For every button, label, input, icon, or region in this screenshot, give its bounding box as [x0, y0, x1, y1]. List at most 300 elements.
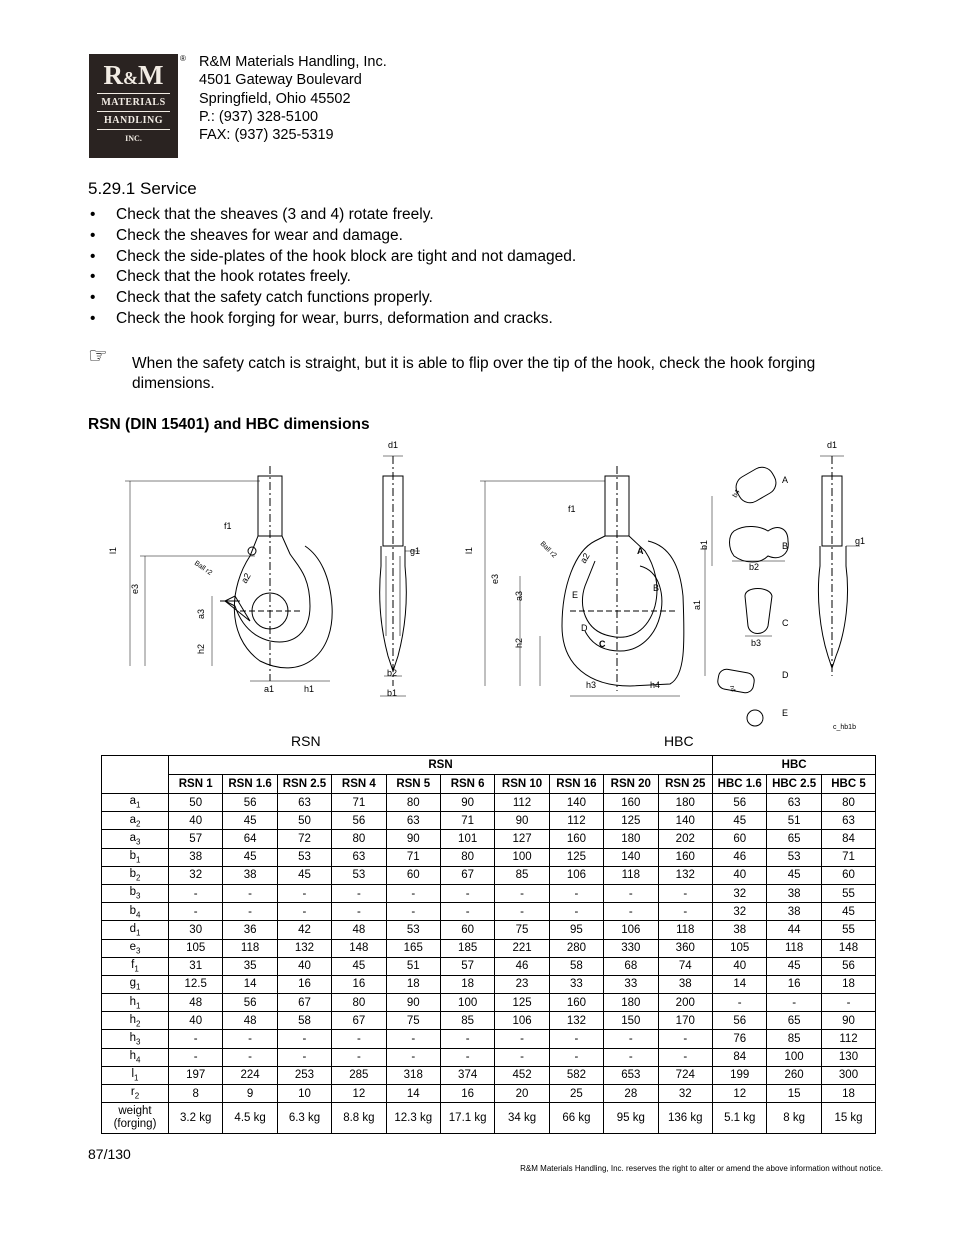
table-cell: 36	[223, 921, 277, 939]
table-cell: -	[223, 884, 277, 902]
table-cell: 140	[549, 794, 603, 812]
table-cell: 40	[713, 866, 767, 884]
table-cell: 17.1 kg	[440, 1103, 494, 1134]
table-cell: 118	[658, 921, 713, 939]
column-header: RSN 2.5	[277, 775, 331, 794]
label-g1: g1	[410, 546, 421, 556]
table-cell: 23	[495, 975, 549, 993]
table-cell: 125	[495, 994, 549, 1012]
table-cell: -	[223, 1030, 277, 1048]
table-cell: 58	[549, 957, 603, 975]
row-label-subscript: 3	[135, 837, 141, 847]
table-cell: 60	[386, 866, 440, 884]
table-cell: 90	[440, 794, 494, 812]
row-label-symbol: h	[129, 995, 136, 1008]
table-cell: 260	[767, 1066, 821, 1084]
table-cell: -	[658, 884, 713, 902]
table-cell: 55	[821, 921, 875, 939]
table-row	[102, 1085, 876, 1103]
table-row	[102, 903, 876, 921]
table-cell: 285	[332, 1066, 386, 1084]
list-item-text: Check that the sheaves (3 and 4) rotate freely.	[116, 206, 434, 223]
label-a2: a2	[578, 551, 592, 565]
label-b2: b2	[749, 562, 760, 572]
table-cell: 118	[604, 866, 658, 884]
table-cell: 16	[277, 975, 331, 993]
table-cell: 45	[277, 866, 331, 884]
table-cell: 224	[223, 1066, 277, 1084]
table-cell: 56	[821, 957, 875, 975]
table-body	[102, 794, 876, 1134]
row-label-subscript: 1	[135, 800, 141, 810]
table-cell: 80	[821, 794, 875, 812]
table-cell: -	[169, 1030, 223, 1048]
logo-divider	[97, 93, 170, 94]
table-cell: -	[386, 1048, 440, 1066]
table-cell: 9	[223, 1085, 277, 1103]
company-address	[199, 53, 387, 144]
rsn-hook-side-view	[380, 456, 420, 696]
table-cell: 53	[767, 848, 821, 866]
table-cell: 197	[169, 1066, 223, 1084]
label-h4: h4	[650, 680, 661, 690]
row-label	[102, 1085, 169, 1103]
row-label-symbol: e	[129, 940, 136, 953]
row-label	[102, 1048, 169, 1066]
table-cell: 35	[223, 957, 277, 975]
table-cell: 160	[658, 848, 713, 866]
table-cell: 160	[549, 994, 603, 1012]
table-row	[102, 1066, 876, 1084]
table-row-weight	[102, 1103, 876, 1134]
table-cell: 112	[821, 1030, 875, 1048]
table-cell: 202	[658, 830, 713, 848]
table-cell: 724	[658, 1066, 713, 1084]
table-cell: -	[332, 1048, 386, 1066]
table-cell: 48	[169, 994, 223, 1012]
row-label-symbol: h	[129, 1013, 136, 1026]
table-corner-cell	[102, 756, 169, 794]
table-cell: 185	[440, 939, 494, 957]
table-cell: 105	[713, 939, 767, 957]
table-cell: 148	[332, 939, 386, 957]
table-cell: 56	[713, 794, 767, 812]
table-cell: -	[386, 884, 440, 902]
column-header: RSN 5	[386, 775, 440, 794]
table-cell: 71	[821, 848, 875, 866]
table-cell: 90	[386, 994, 440, 1012]
table-cell: 63	[277, 794, 331, 812]
table-cell: 67	[440, 866, 494, 884]
table-column-header-row	[102, 775, 876, 794]
table-cell: 100	[495, 848, 549, 866]
label-section-a: A	[782, 475, 789, 485]
table-cell: 112	[549, 812, 603, 830]
table-cell: 14	[386, 1085, 440, 1103]
table-cell: 32	[713, 884, 767, 902]
label-b3: b3	[751, 638, 762, 648]
label-b1: b1	[387, 688, 398, 698]
table-cell: -	[169, 1048, 223, 1066]
table-cell: 31	[169, 957, 223, 975]
column-header: RSN 4	[332, 775, 386, 794]
label-a3: a3	[514, 590, 524, 601]
row-label-symbol: a	[129, 795, 136, 808]
label-r4: r4	[728, 685, 737, 693]
pointing-hand-icon: ☞	[88, 343, 108, 368]
logo-ampersand: &	[123, 68, 138, 88]
hbc-hook-front-view	[480, 466, 705, 696]
row-label	[102, 830, 169, 848]
table-cell: 80	[332, 830, 386, 848]
address-line: P.: (937) 328-5100	[199, 108, 319, 125]
table-cell: 127	[495, 830, 549, 848]
table-cell: 60	[440, 921, 494, 939]
table-cell: 71	[332, 794, 386, 812]
table-cell: 130	[821, 1048, 875, 1066]
list-item	[88, 247, 576, 268]
row-label-symbol: g	[129, 977, 136, 990]
table-cell: 40	[169, 1012, 223, 1030]
table-cell: 45	[767, 957, 821, 975]
bullet-icon: •	[90, 289, 96, 307]
table-cell: 12.3 kg	[386, 1103, 440, 1134]
table-cell: 16	[440, 1085, 494, 1103]
table-cell: 180	[658, 794, 713, 812]
table-row	[102, 794, 876, 812]
table-cell: 14	[713, 975, 767, 993]
table-cell: 16	[767, 975, 821, 993]
table-cell: -	[440, 1048, 494, 1066]
table-cell: 18	[821, 1085, 875, 1103]
label-b1: b1	[699, 539, 709, 550]
table-cell: 60	[713, 830, 767, 848]
bullet-icon: •	[90, 206, 96, 223]
logo-letter-m: M	[138, 60, 164, 90]
row-label-subscript: 2	[135, 873, 141, 883]
table-cell: 65	[767, 830, 821, 848]
table-cell: -	[495, 1030, 549, 1048]
table-cell: 51	[767, 812, 821, 830]
table-cell: 12	[713, 1085, 767, 1103]
label-a3: a3	[196, 608, 206, 619]
table-cell: -	[332, 1030, 386, 1048]
label-l1: l1	[464, 546, 474, 554]
table-cell: 165	[386, 939, 440, 957]
label-h1: h1	[304, 684, 315, 694]
table-cell: 105	[169, 939, 223, 957]
table-cell: -	[604, 884, 658, 902]
table-cell: 360	[658, 939, 713, 957]
column-header: HBC 2.5	[767, 775, 821, 794]
row-label	[102, 957, 169, 975]
table-cell: -	[767, 994, 821, 1012]
table-cell: 112	[495, 794, 549, 812]
table-cell: -	[440, 903, 494, 921]
table-cell: 53	[277, 848, 331, 866]
table-cell: 45	[223, 848, 277, 866]
table-cell: 75	[386, 1012, 440, 1030]
row-label	[102, 884, 169, 902]
table-cell: 71	[386, 848, 440, 866]
row-label	[102, 975, 169, 993]
table-cell: 56	[713, 1012, 767, 1030]
label-ball-r2: Ball r2	[538, 540, 558, 560]
row-label-weight: weight (forging)	[102, 1103, 169, 1134]
label-f1: f1	[224, 521, 232, 531]
table-cell: 160	[549, 830, 603, 848]
table-cell: 90	[821, 1012, 875, 1030]
table-row	[102, 812, 876, 830]
list-item-text: Check the hook forging for wear, burrs, deformation and cracks.	[116, 309, 553, 327]
table-cell: 95	[549, 921, 603, 939]
table-cell: 84	[713, 1048, 767, 1066]
table-cell: 55	[821, 884, 875, 902]
column-header: RSN 10	[495, 775, 549, 794]
bullet-icon: •	[90, 309, 96, 327]
table-row	[102, 1012, 876, 1030]
list-item	[88, 309, 576, 330]
address-line: Springfield, Ohio 45502	[199, 90, 351, 107]
table-cell: 5.1 kg	[713, 1103, 767, 1134]
table-cell: 67	[332, 1012, 386, 1030]
row-label-subscript: 1	[135, 855, 141, 865]
row-label	[102, 1066, 169, 1084]
row-label-symbol: b	[129, 850, 136, 862]
row-label-subscript: 4	[135, 1055, 141, 1065]
table-cell: 53	[386, 921, 440, 939]
table-cell: 66 kg	[549, 1103, 603, 1134]
table-cell: -	[604, 903, 658, 921]
table-cell: -	[332, 884, 386, 902]
table-cell: -	[549, 903, 603, 921]
table-cell: 80	[386, 794, 440, 812]
row-label-subscript: 1	[134, 1073, 139, 1083]
table-cell: 170	[658, 1012, 713, 1030]
hbc-cross-sections	[712, 463, 788, 726]
table-cell: 3.2 kg	[169, 1103, 223, 1134]
row-label-subscript: 3	[135, 1037, 141, 1047]
table-cell: 221	[495, 939, 549, 957]
table-cell: 56	[332, 812, 386, 830]
table-cell: 46	[713, 848, 767, 866]
table-cell: 100	[767, 1048, 821, 1066]
table-cell: 200	[658, 994, 713, 1012]
table-cell: 199	[713, 1066, 767, 1084]
table-cell: 56	[223, 994, 277, 1012]
row-label-symbol: b	[129, 886, 136, 899]
table-cell: 53	[332, 866, 386, 884]
table-cell: 452	[495, 1066, 549, 1084]
table-cell: 64	[223, 830, 277, 848]
label-d1: d1	[827, 440, 838, 450]
table-cell: -	[386, 903, 440, 921]
table-cell: 106	[604, 921, 658, 939]
column-header: RSN 20	[604, 775, 658, 794]
table-cell: 45	[821, 903, 875, 921]
table-cell: -	[658, 1048, 713, 1066]
row-label-subscript: 2	[134, 1091, 140, 1101]
row-label	[102, 812, 169, 830]
table-cell: -	[495, 884, 549, 902]
row-label-symbol: b	[129, 904, 136, 917]
table-cell: 12	[332, 1085, 386, 1103]
column-header: RSN 16	[549, 775, 603, 794]
label-section-e: E	[572, 590, 579, 600]
table-cell: 18	[386, 975, 440, 993]
table-cell: -	[277, 1048, 331, 1066]
table-cell: -	[549, 1048, 603, 1066]
table-cell: 12.5	[169, 975, 223, 993]
table-cell: 38	[223, 866, 277, 884]
row-label-symbol: d	[129, 922, 136, 935]
label-h2: h2	[196, 643, 206, 654]
table-cell: -	[223, 1048, 277, 1066]
table-cell: 57	[440, 957, 494, 975]
list-item	[88, 226, 576, 247]
table-cell: 38	[767, 903, 821, 921]
hbc-hook-side-view	[818, 456, 860, 676]
table-cell: 16	[332, 975, 386, 993]
dimensions-title: RSN (DIN 15401) and HBC dimensions	[88, 416, 370, 433]
table-cell: 57	[169, 830, 223, 848]
table-row	[102, 939, 876, 957]
table-cell: 280	[549, 939, 603, 957]
table-cell: 48	[223, 1012, 277, 1030]
footer-disclaimer: R&M Materials Handling, Inc. reserves the right to alter or amend the above information without notice.	[520, 1164, 883, 1173]
table-cell: 90	[495, 812, 549, 830]
table-cell: 8 kg	[767, 1103, 821, 1134]
table-cell: 51	[386, 957, 440, 975]
row-label-subscript: 1	[134, 964, 139, 974]
column-header: HBC 5	[821, 775, 875, 794]
caption-rsn: RSN	[291, 733, 321, 749]
label-e3: e3	[130, 583, 140, 594]
table-cell: 100	[440, 994, 494, 1012]
table-cell: 63	[386, 812, 440, 830]
table-cell: 50	[169, 794, 223, 812]
label-section-c: C	[782, 618, 789, 628]
table-cell: 40	[277, 957, 331, 975]
table-cell: 330	[604, 939, 658, 957]
table-cell: -	[440, 1030, 494, 1048]
section-title: 5.29.1 Service	[88, 179, 197, 198]
table-cell: 132	[658, 866, 713, 884]
row-label	[102, 866, 169, 884]
table-cell: 118	[223, 939, 277, 957]
table-cell: 76	[713, 1030, 767, 1048]
table-cell: 18	[821, 975, 875, 993]
table-cell: 374	[440, 1066, 494, 1084]
label-f1: f1	[568, 504, 576, 514]
table-cell: -	[169, 884, 223, 902]
row-label-symbol: l	[131, 1068, 135, 1081]
address-line: FAX: (937) 325-5319	[199, 127, 334, 144]
table-cell: -	[549, 884, 603, 902]
table-cell: -	[604, 1048, 658, 1066]
table-cell: -	[604, 1030, 658, 1048]
address-line: R&M Materials Handling, Inc.	[199, 54, 387, 70]
table-cell: -	[549, 1030, 603, 1048]
label-a1: a1	[692, 599, 702, 610]
label-l1: l1	[108, 546, 118, 554]
table-cell: 34 kg	[495, 1103, 549, 1134]
table-cell: 140	[604, 848, 658, 866]
table-cell: 68	[604, 957, 658, 975]
table-cell: 14	[223, 975, 277, 993]
list-item	[88, 267, 576, 288]
row-label-subscript: 1	[135, 1000, 141, 1010]
row-label-symbol: h	[129, 1050, 136, 1063]
table-cell: 8	[169, 1085, 223, 1103]
logo-inc: INC.	[125, 134, 142, 143]
table-cell: 63	[332, 848, 386, 866]
row-label-subscript: 1	[135, 982, 141, 992]
table-row	[102, 975, 876, 993]
table-cell: 180	[604, 830, 658, 848]
table-cell: 136 kg	[658, 1103, 713, 1134]
table-cell: 45	[223, 812, 277, 830]
list-item-text: Check that the hook rotates freely.	[116, 268, 351, 286]
table-cell: 40	[713, 957, 767, 975]
table-cell: 38	[767, 884, 821, 902]
table-cell: -	[821, 994, 875, 1012]
row-label	[102, 994, 169, 1012]
table-cell: 32	[713, 903, 767, 921]
table-cell: 58	[277, 1012, 331, 1030]
label-section-e: E	[782, 708, 789, 718]
table-cell: -	[277, 884, 331, 902]
table-cell: 74	[658, 957, 713, 975]
table-cell: 90	[386, 830, 440, 848]
table-cell: 653	[604, 1066, 658, 1084]
table-cell: 56	[223, 794, 277, 812]
note-text: When the safety catch is straight, but it is able to flip over the tip of the hook, check the hook forging dimensions.	[132, 355, 816, 392]
table-cell: 46	[495, 957, 549, 975]
table-cell: 30	[169, 921, 223, 939]
row-label	[102, 1012, 169, 1030]
table-cell: 253	[277, 1066, 331, 1084]
table-cell: 45	[713, 812, 767, 830]
list-item-text: Check that the safety catch functions properly.	[116, 289, 433, 307]
label-ball-r2: Ball r2	[192, 559, 214, 578]
table-cell: 50	[277, 812, 331, 830]
list-item	[88, 288, 576, 309]
table-cell: 148	[821, 939, 875, 957]
label-a1: a1	[264, 684, 275, 694]
table-cell: 67	[277, 994, 331, 1012]
logo-divider	[97, 111, 170, 112]
table-cell: 15	[767, 1085, 821, 1103]
table-cell: 25	[549, 1085, 603, 1103]
company-logo	[89, 54, 178, 158]
row-label-subscript: 2	[135, 818, 141, 828]
table-cell: 582	[549, 1066, 603, 1084]
table-cell: 160	[604, 794, 658, 812]
table-cell: -	[658, 903, 713, 921]
table-cell: 40	[169, 812, 223, 830]
table-cell: 75	[495, 921, 549, 939]
hook-drawing	[100, 436, 870, 736]
table-cell: -	[495, 1048, 549, 1066]
table-cell: 32	[658, 1085, 713, 1103]
row-label-subscript: 3	[135, 891, 141, 901]
table-cell: 18	[440, 975, 494, 993]
row-label-symbol: b	[129, 868, 136, 881]
table-cell: 4.5 kg	[223, 1103, 277, 1134]
table-cell: 125	[549, 848, 603, 866]
table-cell: 95 kg	[604, 1103, 658, 1134]
